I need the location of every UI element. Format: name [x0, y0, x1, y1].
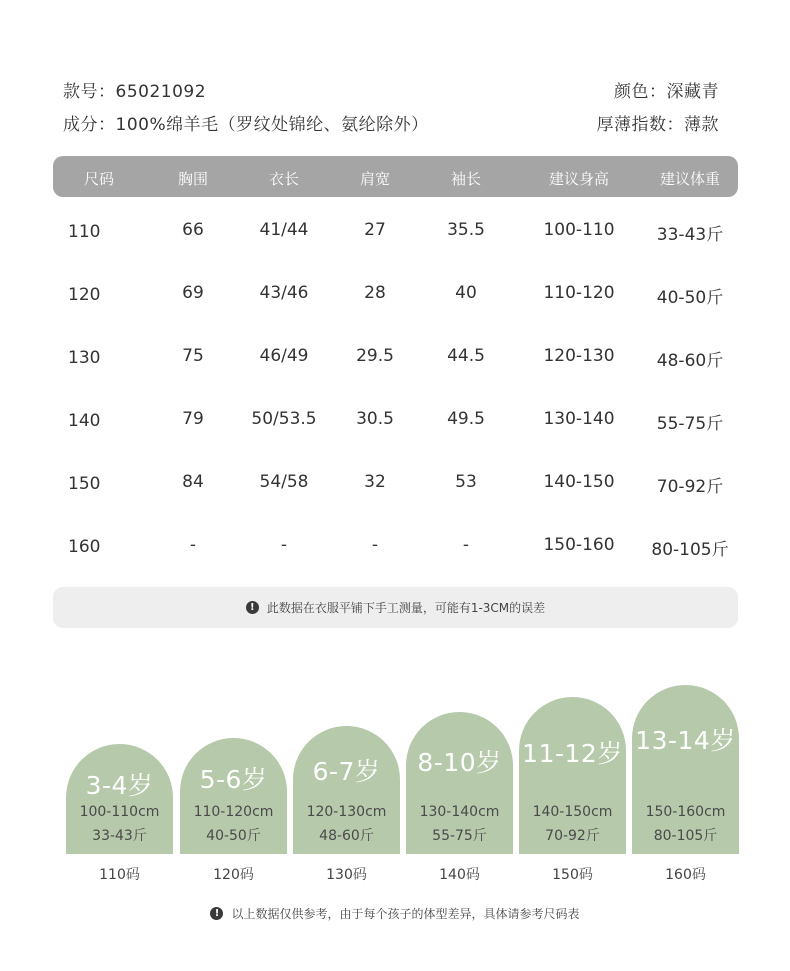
cell-chest: 75 [182, 346, 204, 366]
cell-length: 46/49 [259, 346, 309, 366]
age-size-card [180, 738, 287, 854]
material-info: 成分：100%绵羊毛（罗纹处锦纶、氨纶除外） [63, 115, 429, 135]
weight-range: 33-43斤 [92, 828, 147, 844]
cell-length: 50/53.5 [251, 409, 317, 429]
weight-range: 70-92斤 [545, 828, 600, 844]
table-row [0, 220, 790, 250]
table-row [0, 535, 790, 565]
header-chest: 胸围 [177, 170, 209, 188]
cell-size: 120 [68, 285, 101, 305]
cell-size: 150 [68, 474, 101, 494]
cell-weight: 80-105斤 [651, 540, 729, 560]
weight-range: 80-105斤 [653, 828, 718, 844]
cell-sleeve: 49.5 [447, 409, 485, 429]
cell-shoulder: 30.5 [356, 409, 394, 429]
size-code-label: 110码 [99, 867, 140, 883]
cell-size: 140 [68, 411, 101, 431]
age-size-card [632, 685, 739, 854]
warning-icon: ! [246, 601, 259, 614]
age-label: 11-12岁 [522, 739, 623, 768]
cell-height: 150-160 [543, 535, 615, 555]
color-info: 颜色：深藏青 [614, 82, 719, 102]
age-label: 8-10岁 [417, 748, 502, 777]
cell-length: - [280, 535, 288, 555]
size-code-label: 150码 [552, 867, 593, 883]
size-code-label: 140码 [439, 867, 480, 883]
age-label: 3-4岁 [85, 771, 154, 800]
height-range: 130-140cm [419, 804, 500, 820]
cell-height: 130-140 [543, 409, 615, 429]
cell-weight: 40-50斤 [656, 288, 724, 308]
header-height: 建议身高 [548, 170, 610, 188]
age-size-card [406, 712, 513, 854]
age-size-card [66, 744, 173, 854]
height-range: 120-130cm [306, 804, 387, 820]
bottom-note-text: 以上数据仅供参考，由于每个孩子的体型差异，具体请参考尺码表 [231, 907, 580, 921]
thickness-info: 厚薄指数：薄款 [596, 115, 719, 135]
header-weight: 建议体重 [659, 170, 721, 188]
cell-shoulder: 28 [364, 283, 386, 303]
info-row-1 [63, 77, 719, 102]
age-label: 13-14岁 [635, 726, 736, 755]
cell-size: 110 [68, 222, 101, 242]
cell-size: 160 [68, 537, 101, 557]
size-code-label: 130码 [326, 867, 367, 883]
cell-weight: 33-43斤 [656, 225, 724, 245]
cell-chest: 66 [182, 220, 204, 240]
cell-height: 100-110 [543, 220, 615, 240]
size-table-header [53, 156, 738, 197]
cell-shoulder: 29.5 [356, 346, 394, 366]
cell-sleeve: 44.5 [447, 346, 485, 366]
table-row [0, 346, 790, 376]
height-range: 100-110cm [79, 804, 160, 820]
bottom-note [0, 905, 790, 922]
cell-chest: 84 [182, 472, 204, 492]
size-code-label: 120码 [213, 867, 254, 883]
table-row [0, 472, 790, 502]
weight-range: 40-50斤 [206, 828, 261, 844]
measurement-note [53, 587, 738, 628]
cell-height: 120-130 [543, 346, 615, 366]
cell-chest: - [189, 535, 197, 555]
cell-length: 54/58 [259, 472, 309, 492]
cell-weight: 55-75斤 [656, 414, 724, 434]
measurement-note-text: 此数据在衣服平铺下手工测量，可能有1-3CM的误差 [266, 601, 546, 615]
age-label: 6-7岁 [312, 757, 381, 786]
warning-icon: ! [210, 907, 223, 920]
cell-sleeve: 35.5 [447, 220, 485, 240]
info-row-2 [63, 110, 719, 135]
header-size: 尺码 [84, 170, 115, 188]
cell-sleeve: 40 [455, 283, 477, 303]
table-row [0, 409, 790, 439]
header-sleeve: 袖长 [450, 170, 482, 188]
height-range: 150-160cm [645, 804, 726, 820]
height-range: 110-120cm [193, 804, 274, 820]
cell-sleeve: - [462, 535, 470, 555]
cell-shoulder: - [371, 535, 379, 555]
cell-length: 43/46 [259, 283, 309, 303]
cell-height: 140-150 [543, 472, 615, 492]
age-size-card [519, 697, 626, 854]
weight-range: 48-60斤 [319, 828, 374, 844]
cell-shoulder: 27 [364, 220, 386, 240]
height-range: 140-150cm [532, 804, 613, 820]
cell-shoulder: 32 [364, 472, 386, 492]
table-row [0, 283, 790, 313]
size-code-label: 160码 [665, 867, 706, 883]
cell-weight: 48-60斤 [656, 351, 724, 371]
cell-height: 110-120 [543, 283, 615, 303]
cell-size: 130 [68, 348, 101, 368]
age-size-card [293, 726, 400, 854]
cell-length: 41/44 [259, 220, 309, 240]
weight-range: 55-75斤 [432, 828, 487, 844]
cell-chest: 69 [182, 283, 204, 303]
cell-sleeve: 53 [455, 472, 477, 492]
header-shoulder: 肩宽 [359, 170, 391, 188]
cell-weight: 70-92斤 [656, 477, 724, 497]
age-label: 5-6岁 [199, 765, 268, 794]
header-length: 衣长 [268, 170, 300, 188]
cell-chest: 79 [182, 409, 204, 429]
style-number: 款号：65021092 [63, 82, 207, 102]
